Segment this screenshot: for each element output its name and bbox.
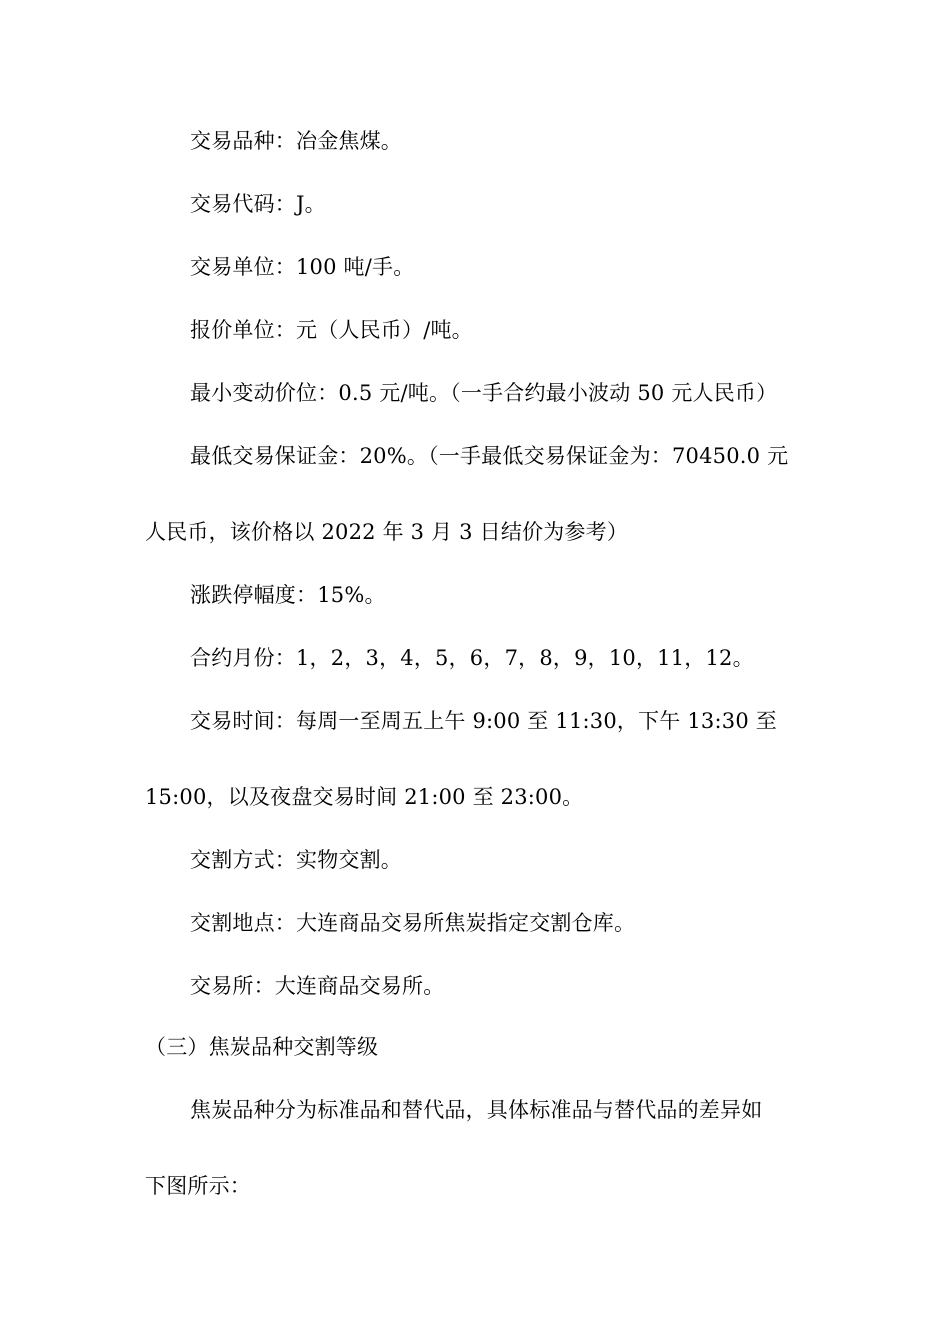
spec-delivery-method: 交割方式：实物交割。 <box>190 848 402 872</box>
spec-min-margin: 最低交易保证金：20%。（一手最低交易保证金为：70450.0 元 <box>190 444 789 468</box>
spec-trade-code: 交易代码：J。 <box>190 192 326 216</box>
spec-contract-months: 合约月份：1，2，3，4，5，6，7，8，9，10，11，12。 <box>190 646 754 670</box>
spec-delivery-location: 交割地点：大连商品交易所焦炭指定交割仓库。 <box>190 911 636 935</box>
spec-trade-variety: 交易品种：冶金焦煤。 <box>190 129 402 153</box>
spec-quote-unit: 报价单位：元（人民币）/吨。 <box>190 318 473 342</box>
section-heading: （三）焦炭品种交割等级 <box>145 1035 379 1059</box>
spec-price-limit: 涨跌停幅度：15%。 <box>190 583 386 607</box>
body-paragraph-continued: 下图所示： <box>145 1174 251 1198</box>
body-paragraph: 焦炭品种分为标准品和替代品，具体标准品与替代品的差异如 <box>190 1098 763 1122</box>
spec-min-tick: 最小变动价位：0.5 元/吨。（一手合约最小波动 50 元人民币） <box>190 381 778 405</box>
spec-exchange: 交易所：大连商品交易所。 <box>190 974 445 998</box>
spec-min-margin-continued: 人民币，该价格以 2022 年 3 月 3 日结价为参考） <box>145 520 629 544</box>
spec-trade-unit: 交易单位：100 吨/手。 <box>190 255 415 279</box>
spec-trading-hours-continued: 15:00，以及夜盘交易时间 21:00 至 23:00。 <box>145 785 584 809</box>
spec-trading-hours: 交易时间：每周一至周五上午 9:00 至 11:30，下午 13:30 至 <box>190 709 777 733</box>
